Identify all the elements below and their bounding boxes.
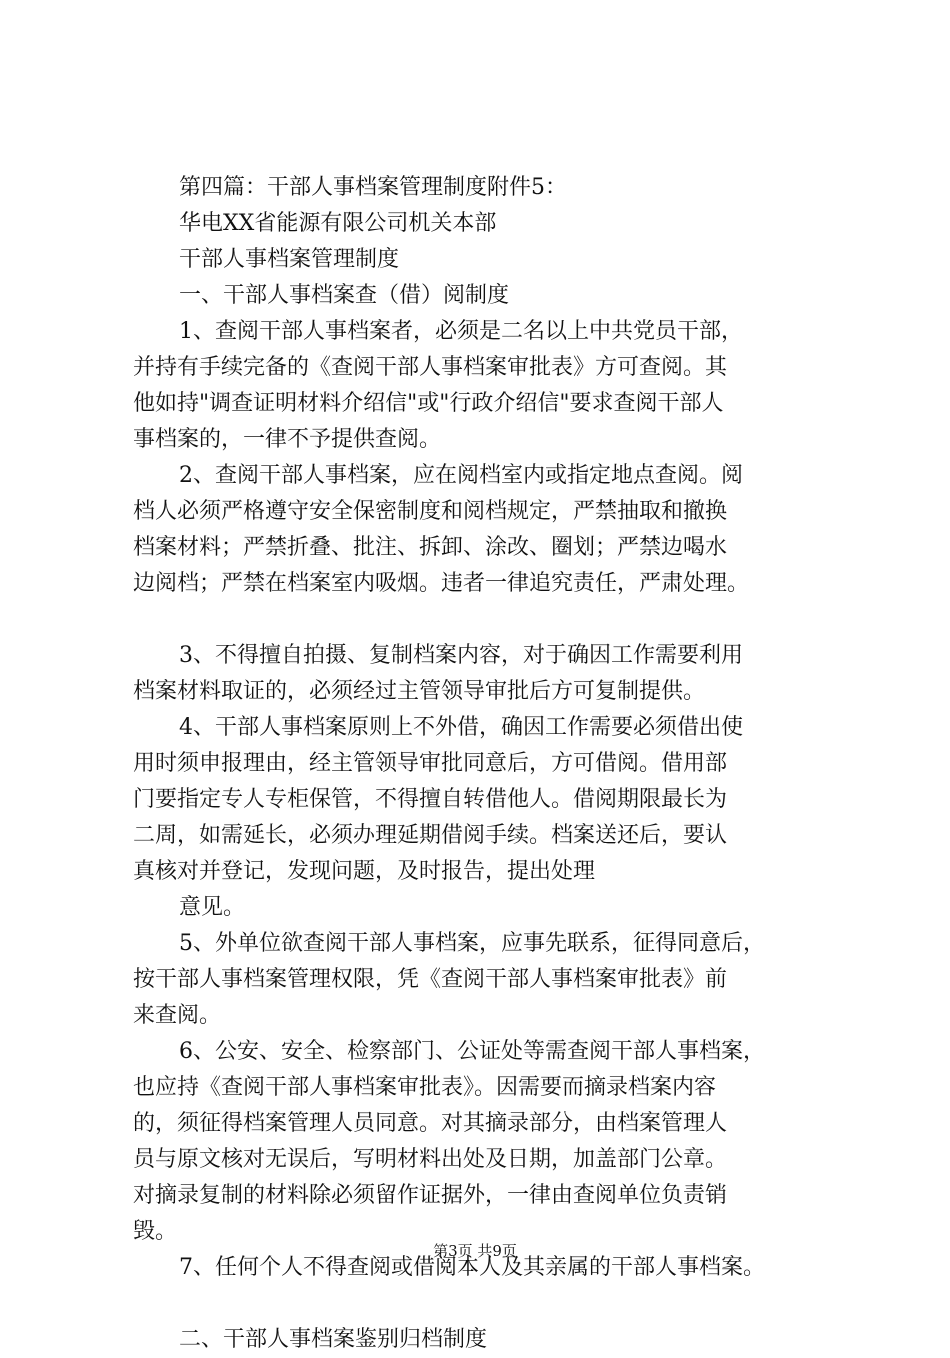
paragraph-line: 毁。: [133, 1219, 178, 1244]
page-number-footer: 第3页 共9页: [433, 1242, 517, 1260]
paragraph-line: 4、干部人事档案原则上不外借，确因工作需要必须借出使: [179, 715, 743, 740]
section-heading-1: 一、干部人事档案查（借）阅制度: [179, 283, 510, 308]
paragraph-line: 并持有手续完备的《查阅干部人事档案审批表》方可查阅。其: [133, 355, 728, 380]
section-heading-2: 二、干部人事档案鉴别归档制度: [179, 1327, 488, 1352]
paragraph-line: 5、外单位欲查阅干部人事档案，应事先联系，征得同意后，: [179, 931, 765, 956]
paragraph-line: 员与原文核对无误后，写明材料出处及日期，加盖部门公章。: [133, 1147, 728, 1172]
paragraph-line: 档案材料取证的，必须经过主管领导审批后方可复制提供。: [133, 679, 706, 704]
paragraph-gap: [133, 1286, 848, 1322]
paragraph-line: 对摘录复制的材料除必须留作证据外，一律由查阅单位负责销: [133, 1183, 728, 1208]
paragraph-line: 1、查阅干部人事档案者，必须是二名以上中共党员干部，: [179, 319, 743, 344]
paragraph-line: 档案材料；严禁折叠、批注、拆卸、涂改、圈划；严禁边喝水: [133, 535, 728, 560]
paragraph-gap: [133, 602, 848, 638]
organization-name: 华电XX省能源有限公司机关本部: [179, 211, 497, 236]
paragraph-line: 档人必须严格遵守安全保密制度和阅档规定，严禁抽取和撤换: [133, 499, 728, 524]
paragraph-line: 7、任何个人不得查阅或借阅本人及其亲属的干部人事档案。: [179, 1255, 765, 1280]
paragraph-line: 3、不得擅自拍摄、复制档案内容，对于确因工作需要利用: [179, 643, 743, 668]
paragraph-line: 事档案的，一律不予提供查阅。: [133, 427, 442, 452]
paragraph-line: 用时须申报理由，经主管领导审批同意后，方可借阅。借用部: [133, 751, 728, 776]
paragraph-line: 6、公安、安全、检察部门、公证处等需查阅干部人事档案，: [179, 1039, 765, 1064]
paragraph-line: 2、查阅干部人事档案，应在阅档室内或指定地点查阅。阅: [179, 463, 743, 488]
paragraph-line: 也应持《查阅干部人事档案审批表》。因需要而摘录档案内容: [133, 1075, 717, 1100]
paragraph-line: 意见。: [179, 895, 246, 920]
paragraph-line: 二周，如需延长，必须办理延期借阅手续。档案送还后，要认: [133, 823, 728, 848]
paragraph-line: 他如持"调查证明材料介绍信"或"行政介绍信"要求查阅干部人: [133, 391, 724, 416]
paragraph-line: 的，须征得档案管理人员同意。对其摘录部分，由档案管理人: [133, 1111, 728, 1136]
paragraph-line: 门要指定专人专柜保管，不得擅自转借他人。借阅期限最长为: [133, 787, 728, 812]
paragraph-line: 边阅档；严禁在档案室内吸烟。违者一律追究责任，严肃处理。: [133, 571, 750, 596]
paragraph-line: 按干部人事档案管理权限，凭《查阅干部人事档案审批表》前: [133, 967, 728, 992]
article-heading: 第四篇：干部人事档案管理制度附件5：: [179, 175, 567, 200]
paragraph-line: 来查阅。: [133, 1003, 222, 1028]
document-body: [133, 170, 848, 1358]
document-title: 干部人事档案管理制度: [179, 247, 400, 272]
paragraph-line: 真核对并登记，发现问题，及时报告，提出处理: [133, 859, 596, 884]
